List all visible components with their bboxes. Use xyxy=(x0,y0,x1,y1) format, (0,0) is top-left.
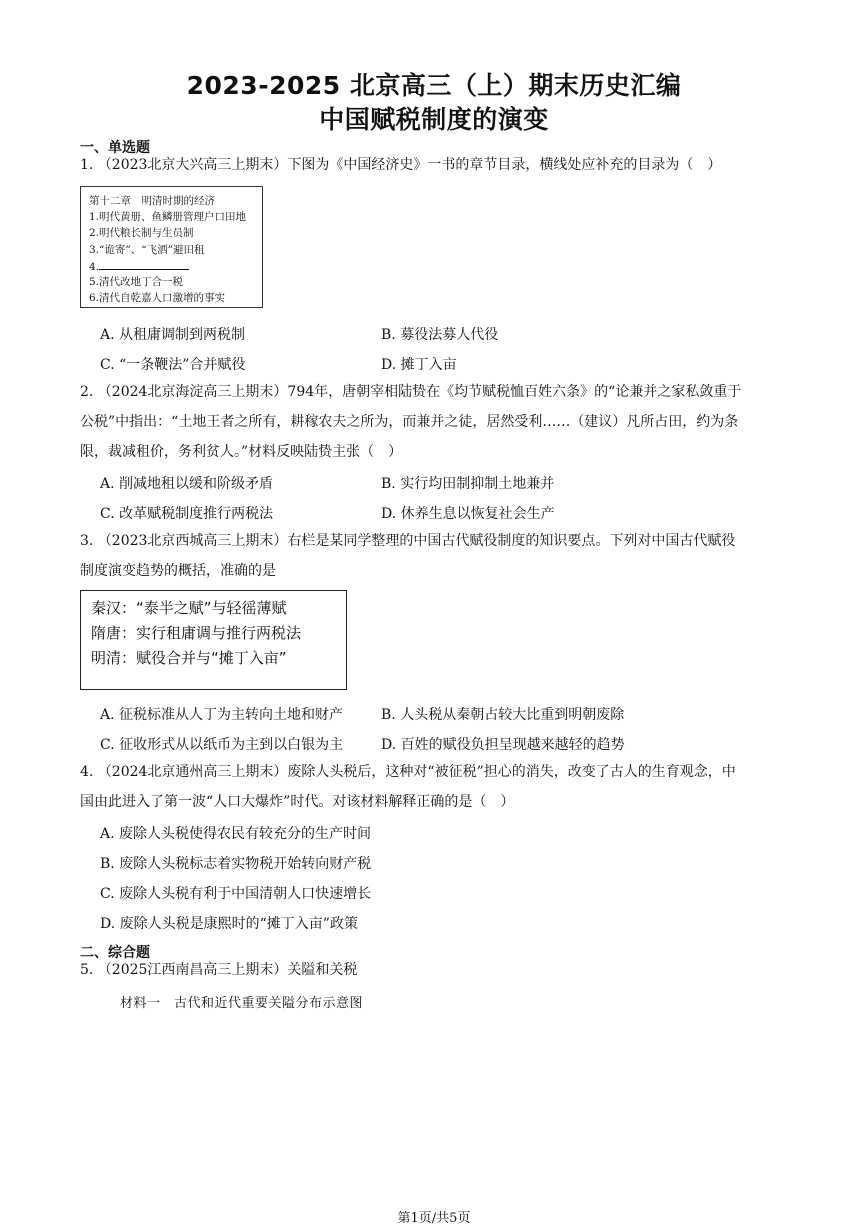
figure-line: 2.明代粮长制与生员制 xyxy=(89,227,194,239)
option-b: B. 人头税从秦朝占较大比重到明朝废除 xyxy=(381,707,625,723)
option-c: C. 征收形式从以纸币为主到以白银为主 xyxy=(100,737,344,753)
question-5-stem: 5. （2025江西南昌高三上期末）关隘和关税 xyxy=(80,962,358,978)
figure-line: 4. xyxy=(89,261,100,273)
doc-title-line1: 2023-2025 北京高三（上）期末历史汇编 xyxy=(186,71,682,100)
answer-blank xyxy=(99,259,189,270)
option-c: C. 改革赋税制度推行两税法 xyxy=(100,506,274,522)
page-number: 第1页/共5页 xyxy=(397,1211,471,1226)
figure-line: 3.“诡寄”、“飞洒”避田租 xyxy=(89,244,205,256)
question-3-figure xyxy=(80,590,347,690)
doc-title-line2: 中国赋税制度的演变 xyxy=(319,105,549,134)
figure-line: 明清：赋役合并与“摊丁入亩” xyxy=(91,649,287,667)
question-4-line2: 国由此进入了第一波“人口大爆炸”时代。对该材料解释正确的是（ ） xyxy=(80,794,515,810)
figure-line: 6.清代自乾嘉人口激增的事实 xyxy=(89,292,226,304)
material-caption: 材料一 古代和近代重要关隘分布示意图 xyxy=(120,996,364,1011)
option-c: C. “一条鞭法”合并赋役 xyxy=(100,357,246,373)
question-3-line2: 制度演变趋势的概括，准确的是 xyxy=(80,563,276,579)
question-2-line1: 2. （2024北京海淀高三上期末）794年，唐朝宰相陆贽在《均节赋税恤百姓六条》的“论兼并之家私敛重于 xyxy=(80,384,742,400)
option-c: C. 废除人头税有利于中国清朝人口快速增长 xyxy=(100,886,372,902)
option-a: A. 废除人头税使得农民有较充分的生产时间 xyxy=(100,826,372,842)
option-d: D. 废除人头税是康熙时的“摊丁入亩”政策 xyxy=(100,916,358,932)
option-d: D. 摊丁入亩 xyxy=(381,357,457,373)
option-b: B. 废除人头税标志着实物税开始转向财产税 xyxy=(100,856,372,872)
question-1-figure xyxy=(80,186,263,308)
figure-line: 5.清代改地丁合一税 xyxy=(89,276,184,288)
option-b: B. 实行均田制抑制土地兼并 xyxy=(381,476,555,492)
figure-line: 隋唐：实行租庸调与推行两税法 xyxy=(91,624,302,642)
question-2-line3: 限，裁减租价，务利贫人。”材料反映陆贽主张（ ） xyxy=(80,444,403,460)
figure-line: 1.明代黄册、鱼鳞册管理户口田地 xyxy=(89,211,247,223)
option-a: A. 征税标准从人丁为主转向土地和财产 xyxy=(100,707,344,723)
question-3-line1: 3. （2023北京西城高三上期末）右栏是某同学整理的中国古代赋役制度的知识要点。下列对中国古代赋役 xyxy=(80,533,736,549)
question-2-line2: 公税”中指出：“土地王者之所有，耕稼农夫之所为，而兼并之徒，居然受利……（建议）凡所占田，约为条 xyxy=(80,414,739,430)
section-heading-comprehensive: 二、综合题 xyxy=(80,945,150,961)
figure-line: 秦汉：“泰半之赋”与轻徭薄赋 xyxy=(91,599,287,617)
option-d: D. 百姓的赋役负担呈现越来越轻的趋势 xyxy=(381,737,625,753)
question-4-line1: 4. （2024北京通州高三上期末）废除人头税后，这种对“被征税”担心的消失，改变了古人的生育观念，中 xyxy=(80,764,736,780)
option-b: B. 募役法募人代役 xyxy=(381,327,499,343)
figure-line: 第十二章 明清时期的经济 xyxy=(89,195,215,207)
section-heading-single-choice: 一、单选题 xyxy=(80,140,150,156)
option-d: D. 休养生息以恢复社会生产 xyxy=(381,506,555,522)
figure-blank-line xyxy=(89,259,189,273)
question-1-stem: 1. （2023北京大兴高三上期末）下图为《中国经济史》一书的章节目录，横线处应补充的目录为（ ） xyxy=(80,157,722,173)
option-a: A. 从租庸调制到两税制 xyxy=(100,327,246,343)
option-a: A. 削减地租以缓和阶级矛盾 xyxy=(100,476,274,492)
